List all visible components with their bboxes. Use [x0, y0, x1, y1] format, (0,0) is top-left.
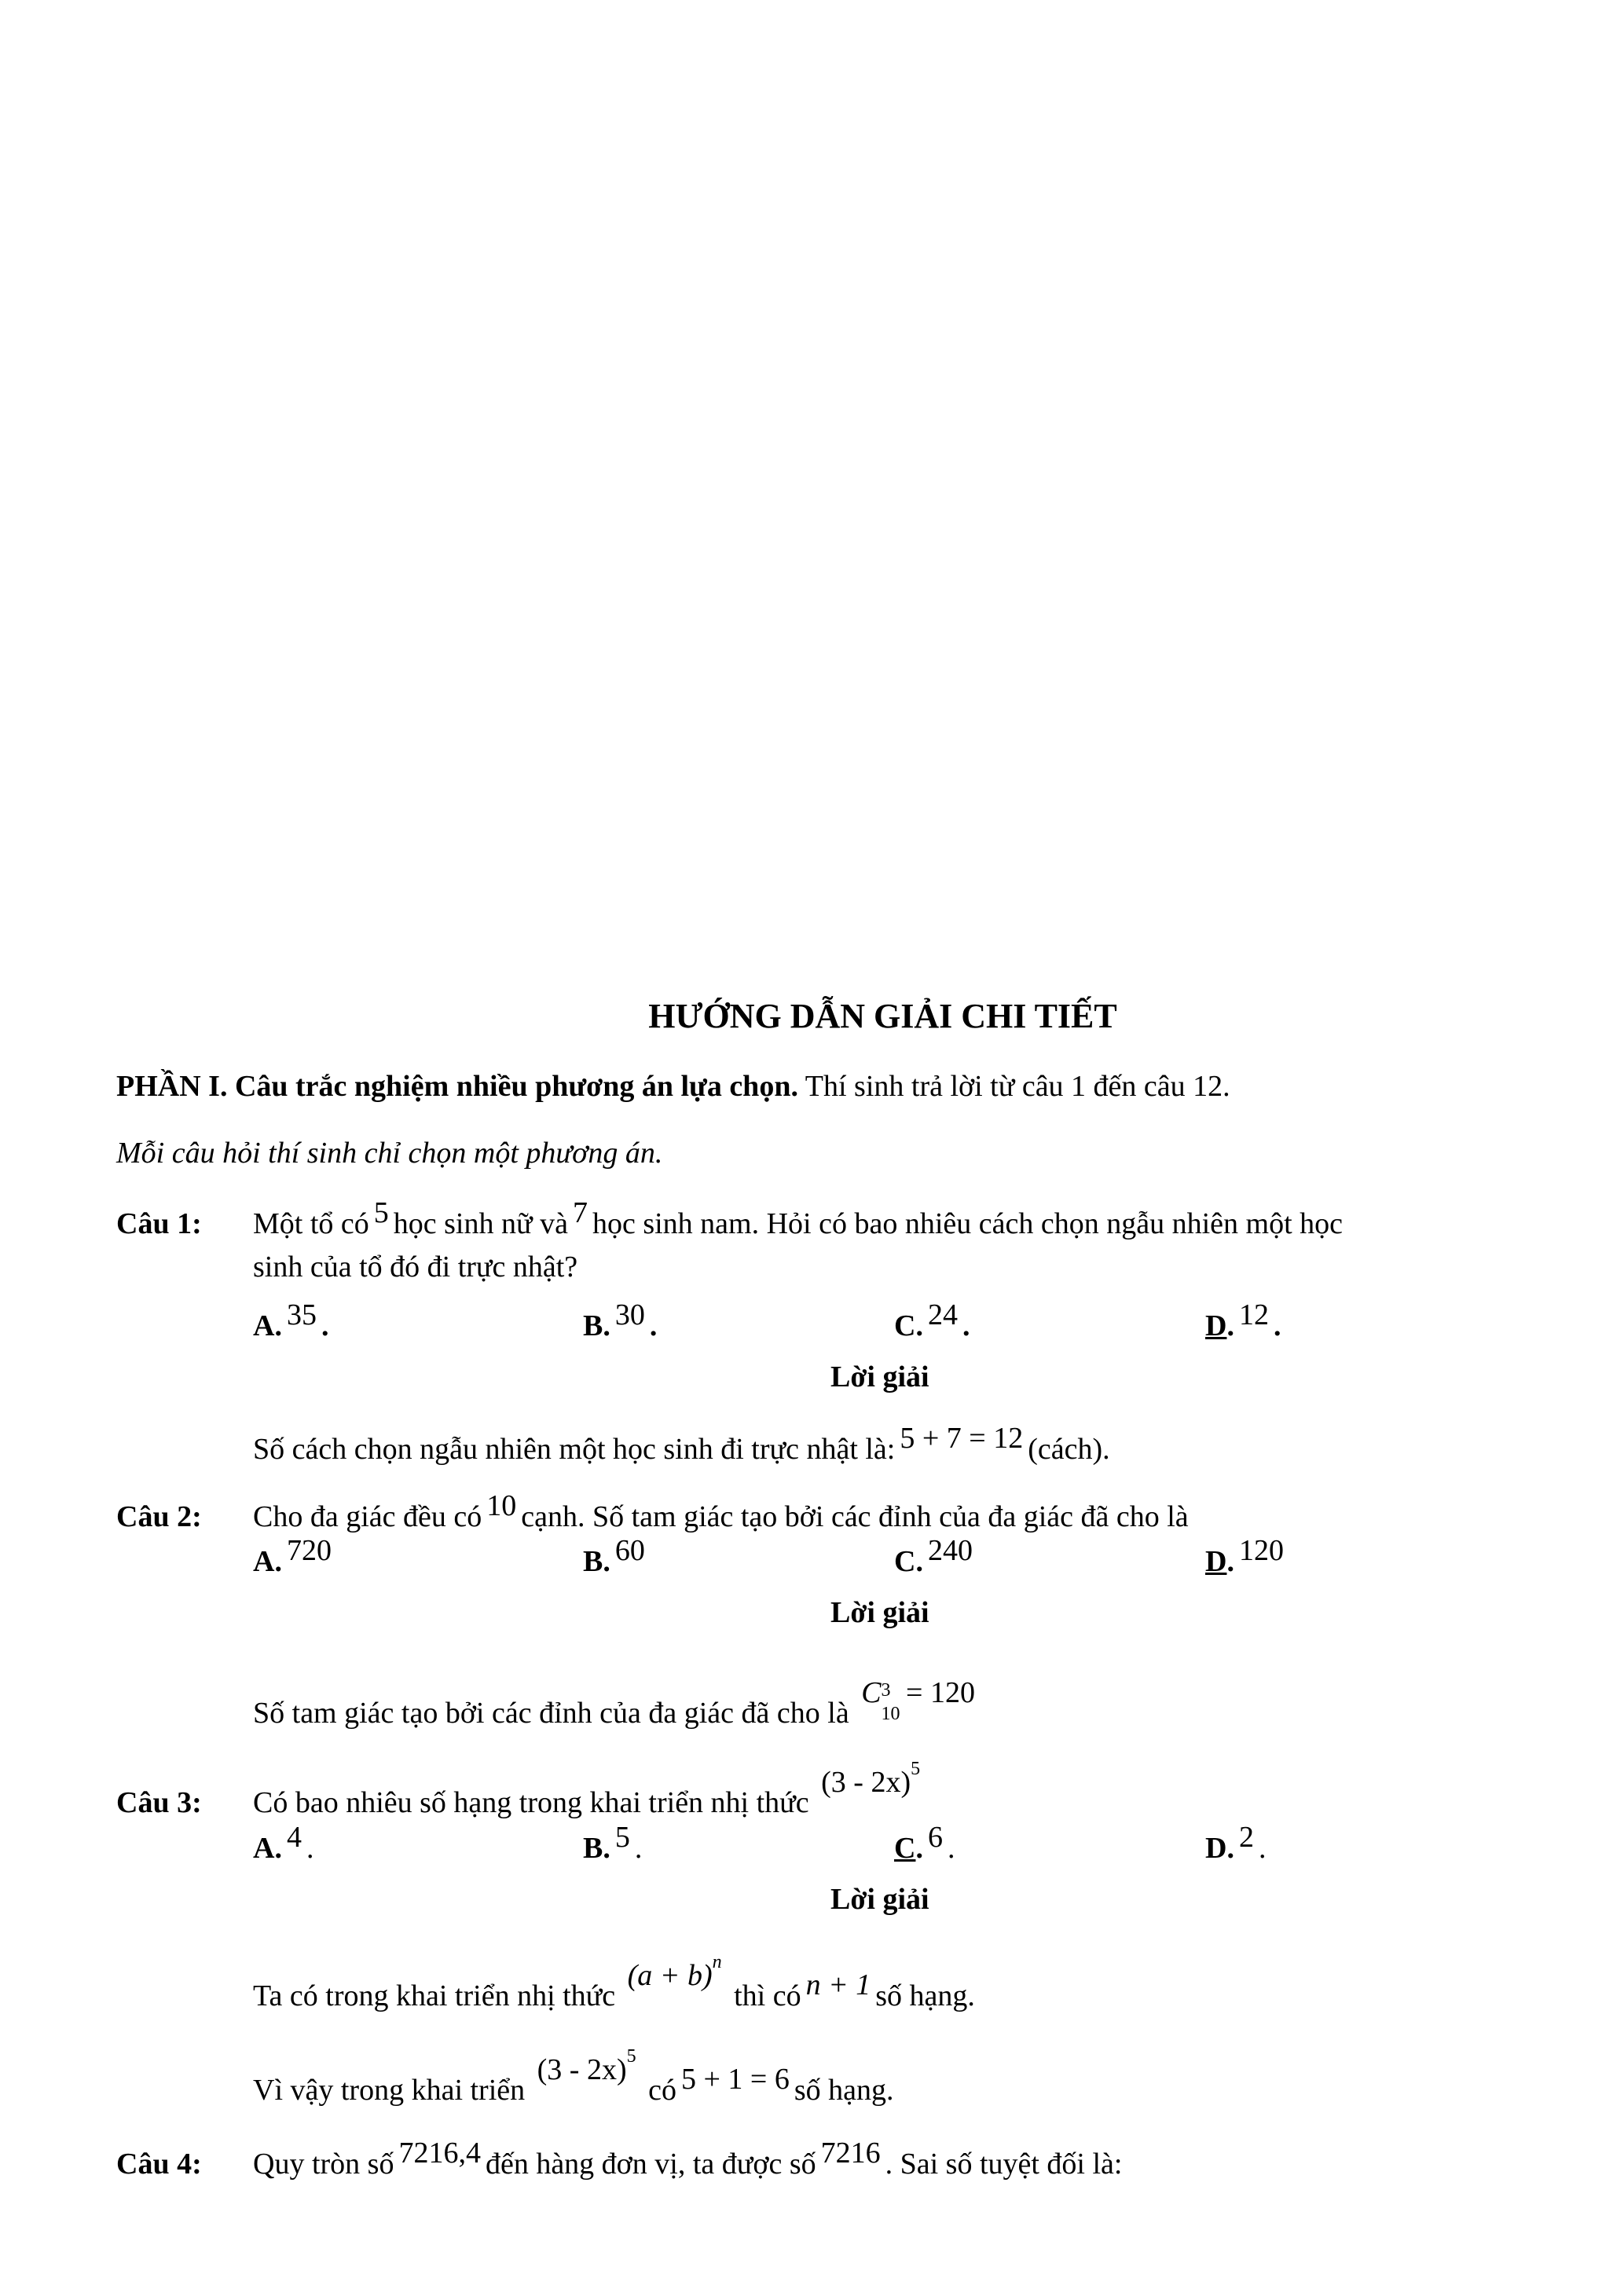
q3-text: Có bao nhiêu số hạng trong khai triển nhị thức [253, 1786, 809, 1819]
q3-sol2-text-c: số hạng. [794, 2074, 894, 2107]
q3-sol1-math: n + 1 [805, 1968, 871, 2001]
q3-option-d-letter: D. [1205, 1832, 1234, 1865]
q4-math-a: 7216,4 [398, 2137, 481, 2170]
q3-option-b-value: 5 [614, 1821, 630, 1854]
q1-option-d-sep: . [1226, 1309, 1234, 1342]
q2-option-d-sep: . [1226, 1545, 1234, 1578]
q1-sol-text: Số cách chọn ngẫu nhiên một học sinh đi trực nhật là: [253, 1433, 896, 1466]
q3-label: Câu 3: [116, 1786, 202, 1819]
part-heading-rest: Thí sinh trả lời từ câu 1 đến câu 12. [797, 1070, 1230, 1103]
q3-sol1-text-b: thì có [734, 1979, 801, 2012]
q1-option-d-value: 12 [1238, 1298, 1269, 1331]
q3-solution-line2 [253, 2046, 894, 2112]
q3-sol2-expr-pow: 5 [626, 2046, 636, 2067]
q1-text-c: học sinh nam. Hỏi có bao nhiêu cách chọn ngẫu nhiên một học [592, 1207, 1343, 1240]
q1-math-7: 7 [572, 1196, 588, 1229]
q3-sol1-text-c: số hạng. [875, 1979, 975, 2012]
q1-option-d-end: . [1273, 1309, 1281, 1342]
q2-option-c-letter: C. [894, 1545, 923, 1578]
q4-text-c: . Sai số tuyệt đối là: [885, 2148, 1123, 2181]
q1-option-a-end: . [321, 1309, 329, 1342]
part-note: Mỗi câu hỏi thí sinh chỉ chọn một phương án. [116, 1137, 663, 1170]
q3-sol1-expr-base: (a + b) [627, 1959, 713, 1992]
q1-option-c-letter: C. [894, 1309, 923, 1342]
q1-option-c-value: 24 [927, 1298, 958, 1331]
q3-sol2-math: 5 + 1 = 6 [680, 2063, 790, 2096]
q1-line1 [253, 1196, 1343, 1242]
q3-sol1-expr [627, 1952, 722, 1998]
q3-option-b-end: . [634, 1832, 643, 1865]
q1-option-b-end: . [649, 1309, 658, 1342]
q1-option-d-letter: D [1205, 1309, 1227, 1342]
q3-option-a-letter: A. [253, 1832, 282, 1865]
q3-option-a[interactable] [253, 1821, 314, 1866]
q2-text-b: cạnh. Số tam giác tạo bởi các đỉnh của đa giác đã cho là [521, 1500, 1189, 1533]
q3-sol1-text-a: Ta có trong khai triển nhị thức [253, 1979, 616, 2012]
q3-option-d[interactable] [1205, 1821, 1267, 1866]
q1-sol-math: 5 + 7 = 12 [900, 1422, 1024, 1455]
q4-math-b: 7216 [820, 2137, 881, 2170]
q1-option-a-value: 35 [286, 1298, 317, 1331]
q2-line1 [253, 1489, 1189, 1535]
q1-line2: sinh của tổ đó đi trực nhật? [253, 1251, 578, 1283]
q2-option-a-value: 720 [286, 1534, 332, 1567]
q1-solution [253, 1422, 1110, 1467]
q1-text-a: Một tổ có [253, 1207, 369, 1240]
q1-math-5: 5 [373, 1196, 389, 1229]
q2-math-10: 10 [486, 1489, 517, 1522]
q3-sol2-expr-base: (3 - 2x) [537, 2053, 627, 2086]
q2-option-b-letter: B. [583, 1545, 610, 1578]
part-heading [116, 1068, 1230, 1104]
q4-line1 [253, 2137, 1123, 2182]
q1-label: Câu 1: [116, 1207, 202, 1240]
q2-option-b[interactable] [583, 1534, 650, 1580]
q3-sol1-expr-pow: n [712, 1952, 722, 1972]
q2-sol-combination [861, 1675, 975, 1724]
q1-option-b-letter: B. [583, 1309, 610, 1342]
q1-option-b-value: 30 [614, 1298, 645, 1331]
q2-option-a[interactable] [253, 1534, 336, 1580]
q3-expr-pow: 5 [911, 1759, 921, 1779]
q2-sol-text: Số tam giác tạo bởi các đỉnh của đa giác đã cho là [253, 1697, 849, 1730]
q3-option-a-value: 4 [286, 1821, 302, 1854]
page-title: HƯỚNG DẪN GIẢI CHI TIẾT [648, 997, 1117, 1035]
q3-sol2-text-b: có [648, 2074, 676, 2107]
q3-expr [821, 1759, 921, 1804]
q2-option-d-letter: D [1205, 1545, 1227, 1578]
q2-text-a: Cho đa giác đều có [253, 1500, 482, 1533]
q2-label: Câu 2: [116, 1500, 202, 1533]
q1-option-d[interactable] [1205, 1298, 1281, 1344]
q3-option-c-letter: C [894, 1832, 916, 1865]
q1-solution-label: Lời giải [830, 1360, 929, 1393]
q3-option-d-end: . [1258, 1832, 1267, 1865]
q3-option-c-value: 6 [927, 1821, 943, 1854]
q3-line1 [253, 1759, 925, 1825]
q1-option-a[interactable] [253, 1298, 329, 1344]
q2-option-d[interactable] [1205, 1534, 1289, 1580]
q3-solution-label: Lời giải [830, 1883, 929, 1916]
q2-sol-sup: 3 [881, 1680, 891, 1701]
q1-text-b: học sinh nữ và [393, 1207, 568, 1240]
q2-option-d-value: 120 [1238, 1534, 1284, 1567]
q3-option-a-end: . [306, 1832, 314, 1865]
q2-option-c-value: 240 [927, 1534, 973, 1567]
q1-option-a-letter: A. [253, 1309, 282, 1342]
q4-text-a: Quy tròn số [253, 2148, 394, 2181]
q2-option-b-value: 60 [614, 1534, 645, 1567]
q3-sol2-text-a: Vì vậy trong khai triển [253, 2074, 526, 2107]
q2-solution-label: Lời giải [830, 1596, 929, 1629]
q1-option-c[interactable] [894, 1298, 970, 1344]
q2-sol-sub: 10 [881, 1704, 900, 1724]
q3-option-b[interactable] [583, 1821, 643, 1866]
q2-sol-c: C [861, 1676, 882, 1709]
q2-solution [253, 1676, 980, 1731]
q3-sol2-expr [537, 2046, 636, 2092]
q4-text-b: đến hàng đơn vị, ta được số [485, 2148, 816, 2181]
q3-option-c[interactable] [894, 1821, 955, 1866]
q2-option-a-letter: A. [253, 1545, 282, 1578]
q3-solution-line1 [253, 1952, 975, 2018]
q3-expr-base: (3 - 2x) [821, 1766, 911, 1799]
q1-option-c-end: . [962, 1309, 970, 1342]
q3-option-c-end: . [947, 1832, 955, 1865]
q2-sol-eq: = 120 [906, 1676, 975, 1709]
q3-option-d-value: 2 [1238, 1821, 1254, 1854]
q1-option-b[interactable] [583, 1298, 658, 1344]
q3-option-b-letter: B. [583, 1832, 610, 1865]
q1-sol-unit: (cách). [1028, 1433, 1110, 1466]
q2-option-c[interactable] [894, 1534, 977, 1580]
q3-option-c-sep: . [915, 1832, 923, 1865]
part-heading-bold: PHẦN I. Câu trắc nghiệm nhiều phương án lựa chọn. [116, 1070, 798, 1103]
q4-label: Câu 4: [116, 2148, 202, 2181]
